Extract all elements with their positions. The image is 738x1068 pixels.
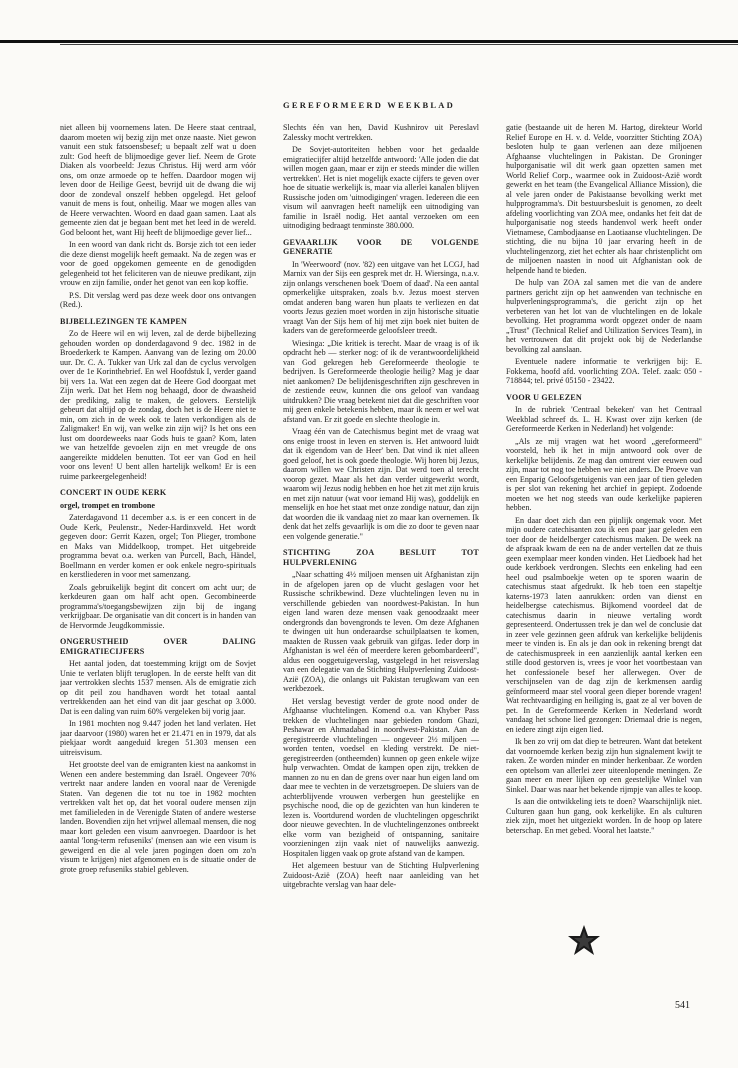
section-heading: STICHTING ZOA BESLUIT TOT HULPVERLENING [283, 548, 479, 567]
paragraph: Zaterdagavond 11 december a.s. is er een concert in de Oude Kerk, Peulenstr., Neder-Hardinxveld. Het wordt gegeven door: Gerrit Kazen, orgel; Ton Plieger, trombone en Maks van Middelkoop, trompet. Het uitgebreide programma bevat o.a. werken van Purcell, Bach, Händel, Boellmann en verder komen er ook enkele negro-spirituals en kerstliederen in voor met samenzang. [60, 513, 256, 579]
paragraph: „Naar schatting 4½ miljoen mensen uit Afghanistan zijn in de afgelopen jaren op de vlucht geslagen voor het Russische schrikbewind. Deze vluchtelingen leven nu in verschillende gebieden van noordwest-Pakistan. In hun eigen land waren deze mensen vaak genoodzaakt meer ondergronds dan bovengronds te leven. Om deze Afghanen te dwingen uit hun onderaardse schuilplaatsen te komen, maakten de Russen vaak gebruik van gifgas. Ieder dorp in Afghanistan is wel één of meerdere keren gebombardeerd", aldus een ooggetuigeverslag, vastgelegd in het reisverslag van een delegatie van de Stichting Hulpverlening Zuidoost-Azië (ZOA), die onlangs uit Pakistan terugkwam van een werkbezoek. [283, 570, 479, 693]
paragraph: Slechts één van hen, David Kushnirov uit Pereslavl Zalessky mocht vertrekken. [283, 123, 479, 142]
column-3 [506, 123, 702, 1003]
section-heading: VOOR U GELEZEN [506, 392, 582, 402]
paragraph: In een woord van dank richt ds. Borsje zich tot een ieder die deze dienst mogelijk heeft gemaakt. Na de zegen was er voor de goed opgekomen gemeente en de genodigden gelegenheid tot het feliciteren van de nieuwe predikant, zijn vrouw en zijn familie, onder het genot van een kop koffie. [60, 240, 256, 287]
paragraph: „Als ze mij vragen wat het woord „gereformeerd" voorsteld, heb ik het in mijn antwoord ook over de kerkelijke belijdenis. Ze mag dan omtrent vier eeuwen oud zijn, maar tot nog toe hebben we niet anders. De Proeve van een Enparig Geloofsgetuigenis van een jaar of tien geleden is per slot van rekening het archief in gepiept. Zodoende moeten we het nog steeds van oude kerkelijke papieren hebben. [506, 436, 702, 512]
paragraph: Het verslag bevestigt verder de grote nood onder de Afghaanse vluchtelingen. Komend o.a. van Khyber Pass trekken de vluchtelingen naar gebieden rondom Ghazi, Peshawar en Ahmadabad in noordwest-Pakistan. Aan de geregistreerde vluchtelingen — ongeveer 2½ miljoen — worden tenten, voedsel en kleding verstrekt. De niet-geregistreerden (ontheemden) kunnen op geen enkele wijze hulp verwachten. Omdat de kampen open zijn, trekken de mannen zo nu en dan de grens over naar hun eigen land om daar mee te vechten in de verzetsgroepen. De sluiers van de achterblijvende vrouwen verbergen hun geestelijke en psychische nood, die op de gezichten van hun kinderen te lezen is. Voortdurend worden de vluchtelingen opgeschrikt door nieuwe gevechten. In de vluchtelingenzones ontbreekt elke vorm van bezigheid of ontspanning, sanitaire voorzieningen zijn vaak niet of nauwelijks aanwezig. Hospitalen liggen vaak op grote afstand van de kampen. [283, 696, 479, 858]
paragraph: P.S. Dit verslag werd pas deze week door ons ontvangen (Red.). [60, 290, 256, 309]
paragraph: Het grootste deel van de emigranten kiest na aankomst in Wenen een andere bestemming dan Israël. Ongeveer 70% vertrekt naar andere landen en vooral naar de Verenigde Staten. Van degenen die tot nu toe in 1982 mochten vertrekken valt het op, dat het vooral oudere mensen zijn met familieleden in de Verenigde Staten of andere westerse landen. Bovendien zijn het vrijwel allemaal mensen, die nog maar kort geleden een visum aanvroegen. Daardoor is het aantal 'long-term refuseniks' (mensen aan wie een visum is geweigerd en die al vele jaren pogingen doen om zo'n visum te krijgen) niet afgenomen en is de situatie onder de grote groep refuseniks stabiel gebleven. [60, 760, 256, 874]
running-title: GEREFORMEERD WEEKBLAD [283, 100, 455, 110]
paragraph: Ik ben zo vrij om dat diep te betreuren. Want dat betekent dat voornoemde kerken bezig zijn hun signalement kwijt te raken. Ze worden minder en minder herkenbaar. Ze worden een optelsom van allerlei zeer uiteenlopende meningen. Ze gaan meer en meer lijken op een geestelijke Winkel van Sinkel. Daar was naar het bekende rijmpje van alles te koop. [506, 737, 702, 794]
paragraph: Wiesinga: „Die kritiek is terecht. Maar de vraag is of ik opdracht heb — sterker nog: of ik de verantwoordelijkheid van God gekregen heb Gereformeerde theologie te bedrijven. Is Gereformeerde theologie heilig? Mag je daar niet aankomen? De belijdenisgeschriften zijn geschreven in de zestiende eeuw, kunnen die ons geloof van vandaag uitdrukken? Die vraag betekent niet dat die geschriften voor mij geen enkele betekenis hebben, maar ik neem er wel wat afstand van. Er zit goede en slechte theologie in. [283, 338, 479, 424]
paragraph: Is aan die ontwikkeling iets te doen? Waarschijnlijk niet. Culturen gaan hun gang, ook kerkelijke. En als culturen ziek zijn, moet het uitgeziekt worden. In de hoop op latere beterschap. En met gebed. Vooral het laatste." [506, 797, 702, 835]
top-rule [0, 40, 738, 43]
paragraph: De hulp van ZOA zal samen met die van de andere partners gericht zijn op het aanwenden van technische en hulpverleningsprogramma's, die gericht zijn op het verbeteren van het lot van de vluchtelingen en de lokale bevolking. Het programma wordt opgezet onder de naam „Trust" (Technical Relief and Utilization Services Team), in het vertrouwen dat dit projekt ook bij de Nederlandse bevolking zal aanslaan. [506, 278, 702, 354]
paragraph: In 1981 mochten nog 9.447 joden het land verlaten. Het jaar daarvoor (1980) waren het er 21.471 en in 1979, dat als piekjaar wordt aangeduid kregen 51.303 mensen een uitreisvisum. [60, 719, 256, 757]
section-heading: BIJBELLEZINGEN TE KAMPEN [60, 316, 187, 326]
page-number: 541 [675, 1000, 690, 1011]
star-ornament-icon [566, 923, 602, 959]
paragraph: Het algemeen bestuur van de Stichting Hulpverlening Zuidoost-Azië (ZOA) heeft naar aanleiding van het uitgebrachte verslag van haar dele- [283, 861, 479, 889]
section-heading: GEVAARLIJK VOOR DE VOLGENDE GENERATIE [283, 237, 479, 256]
paragraph: Het aantal joden, dat toestemming krijgt om de Sovjet Unie te verlaten blijft teruglopen. In de eerste helft van dit jaar vertrokken slechts 1537 mensen. Als de emigratie zich op dit peil zou handhaven wordt het totaal aantal vertrekkenden aan het eind van dit jaar geschat op 3.000. Dat is een daling van ruim 60% vergeleken bij vorig jaar. [60, 659, 256, 716]
paragraph: Zoals gebruikelijk begint dit concert om acht uur; de kerkdeuren gaan om half acht open. Gecombineerde programma's/toegangsbewijzen zijn bij de ingang verkrijgbaar. De organisatie van dit concert is in handen van de Hervormde Jeugdkommissie. [60, 582, 256, 630]
paragraph: niet alleen bij voornemens laten. De Heere staat centraal, daarom moeten wij bezig zijn met onze naaste. Niet gewon vanuit een stuk fatsoensbesef; u bepaalt zelf wat u doen zult: God heeft de blijmoedige gever lief. Neem de Grote Diaken als voorbeeld: Jezus Christus. Hij werd arm vóór ons, om onze armoede op te heffen. Daardoor mogen wij leven door de Heilige Geest, bevrijd uit de dwang die wij door de zondeval onszelf hebben opgelegd. Het geloof vanuit de mens is fout, onheilig. Maar we mogen alles van de Heere verwachten. Woord en daad gaan samen. Laat als gemeente zien dat je begaan bent met het leed in de wereld. God beloont het, want Hij heeft de blijmoedige gever lief... [60, 123, 256, 237]
section-heading: ONGERUSTHEID OVER DALING EMIGRATIECIJFERS [60, 637, 256, 656]
paragraph: Zo de Heere wil en wij leven, zal de derde bijbellezing gehouden worden op donderdagavond 9 dec. 1982 in de Broederkerk te Kampen. Aanvang van de lezing om 20.00 uur. Dr. C. A. Tukker van Urk zal dan de cyclus vervolgen over de 1e Korinthebrief. En wel Hoofdstuk I, verder gaand bij vers 1a. Wat een zegen dat de Heere God doorgaat met Zijn werk. Dat het Hem nog behaagd, door de dwaasheid der prediking, zalig te maken, de gelovers. Eerstelijk gebeurt dat altijd op de zondag, doch het is de Heere niet te min, om zich in de week ook te laten verkondigen als de Zaligmaker! En wij, van welke zin zijn wij? Is het ons een lust om doordeweeks naar Gods huis te gaan? Kom, laten we van hetzelfde gevoelen zijn en met vreugde de ons aangereikte middelen benutten. Tot eer van God en heil voor ons leven! U bent allen hartelijk welkom! Er is een ruime parkeergelegenheid! [60, 329, 256, 481]
paragraph: In de rubriek 'Centraal bekeken' van het Centraal Weekblad schreef ds. L. H. Kwast over zijn kerken (de Gereformeerde Kerken in Nederland) het volgende: [506, 405, 702, 433]
paragraph: Eventuele nadere informatie te verkrijgen bij: E. Fokkema, hoofd afd. voorlichting ZOA. Telef. zaak: 050 - 718844; tel. privé 05150 - 23422. [506, 357, 702, 385]
paragraph: Vraag één van de Catechismus begint met de vraag wat ons enige troost in leven en sterven is. Het antwoord luidt dat ik eigendom van de Heer' ben. Dat vind ik niet alleen goed geloof, het is ook goede theologie. Wij horen bij Jezus, daarom willen we Christen zijn. Dat werd toen al terecht voorop gezet. Maar als het dan verder uitgewerkt wordt, waarom wij Jezus nodig hebben en hoe het zit met zijn kruis en met zijn natuur (wat voor iemand Hij was), goddelijk en menselijk en hoe het staat met onze zondige natuur, dan zijn dat woorden die ik vandaag niet zo maar kan overnemen. Ik denk dat het zelfs gevaarlijk is om die zo door te geven naar een volgende generatie." [283, 427, 479, 541]
paragraph: En daar doet zich dan een pijnlijk ongemak voor. Met mijn oudere catechisanten zou ik een paar jaar geleden een toer door de heidelberger catechismus maken. De week na de afspraak kwam de een na de ander vertellen dat ze thuis geen exemplaar meer konden vinden. Het Liedboek had het oude kerkboek verdrongen. Slechts een enkeling had een heel oud psalmboekje weten op te sporen waarin de catechismus staat afgedrukt. Ik heb toen een stapeltje katerns-1973 laten aanrukken: orden van dienst en heidelbergse catechismus. Bijkomend voordeel dat de catechismus daarin in nieuwe vertaling wordt gepresenteerd. Ondertussen trek je dan wel de conclusie dat in zeer vele gezinnen geen afdruk van kerkelijke belijdenis meer te vinden is. En als je dan ook in rekening brengt dat de catechismuspreek in een aanzienlijk aantal kerken een stille dood gestorven is, vrees je voor het voortbestaan van het confessionele besef her allerwegen. Over de verschijnselen van de dag zijn de kerkmensen aardig geïnformeerd maar stel vooral geen dieper borende vragen! Wat rechtvaardiging en heiliging is, gaat ze al ver boven de pet. In de Gereformeerde Kerken in Nederland wordt vandaag het schone lied gezongen: Driemaal drie is negen, en iedere zingt zijn eigen lied. [506, 515, 702, 734]
top-rule-thin [60, 44, 738, 45]
column-1 [60, 123, 256, 1003]
section-heading: CONCERT IN OUDE KERK [60, 488, 167, 497]
paragraph: De Sovjet-autoriteiten hebben voor het gedaalde emigratiecijfer altijd hetzelfde antwoord: 'Alle joden die dat willen mogen gaan, maar er zijn er steeds minder die willen vertrekken'. Het is niet mogelijk exacte cijfers te geven over hoe de situatie werkelijk is, maar via allerlei kanalen blijven Russische joden om 'uitnodigingen' vragen. Iedereen die een visum wil aanvragen heeft namelijk een uitnodiging van familie in Israël nodig. Het aantal verzoeken om een uitnodiging bedraagt tenminste 380.000. [283, 145, 479, 230]
column-2 [283, 123, 479, 1003]
paragraph: gatie (bestaande uit de heren M. Hartog, direkteur World Relief Europe en H. v. d. Velde, voorzitter Stichting ZOA) besloten hulp te gaan verlenen aan deze miljoenen Afghaanse vluchtelingen in Pakistan. De Groninger hulporganisatie wil dit werk gaan opzetten samen met World Relief Corp., waarmee ook in Zuidoost-Azië wordt gewerkt en het team (the Evangelical Alliance Mission), die al vele jaren onder de Pakistaanse bevolking werkt met hulpprogramma's. Dit bestuursbesluit is genomen, zo deelt afdeling voorlichting van ZOA mee, ondanks het feit dat de hulporganisatie nog steeds handenvol werk heeft onder Vietnamese, Cambodjaanse en Laotiaanse vluchtelingen. De stichting, die nu bijna 10 jaar ervaring heeft in de vluchtelingenzorg, ziet het echter als haar christenplicht om de miljoenen naasten in nood uit Afghanistan ook de helpende hand te bieden. [506, 123, 702, 275]
paragraph: In 'Weerwoord' (nov. '82) een uitgave van het LCGJ, had Marnix van der Sijs een gesprek met dr. H. Wiersinga, n.a.v. zijn onlangs verschenen boek 'Doem of daad'. Na een aantal opmerkelijke uitspraken, zoals b.v. Jezus moest sterven omdat anderen bang waren hun plaats te verliezen en dat voorts Jezus gezien moet worden in zijn historische situatie vraagt Van der Sijs hem of hij met zijn boek niet buiten de kaders van de gereformeerde geloofsleer treedt. [283, 259, 479, 335]
section-subheading: orgel, trompet en trombone [60, 500, 156, 510]
